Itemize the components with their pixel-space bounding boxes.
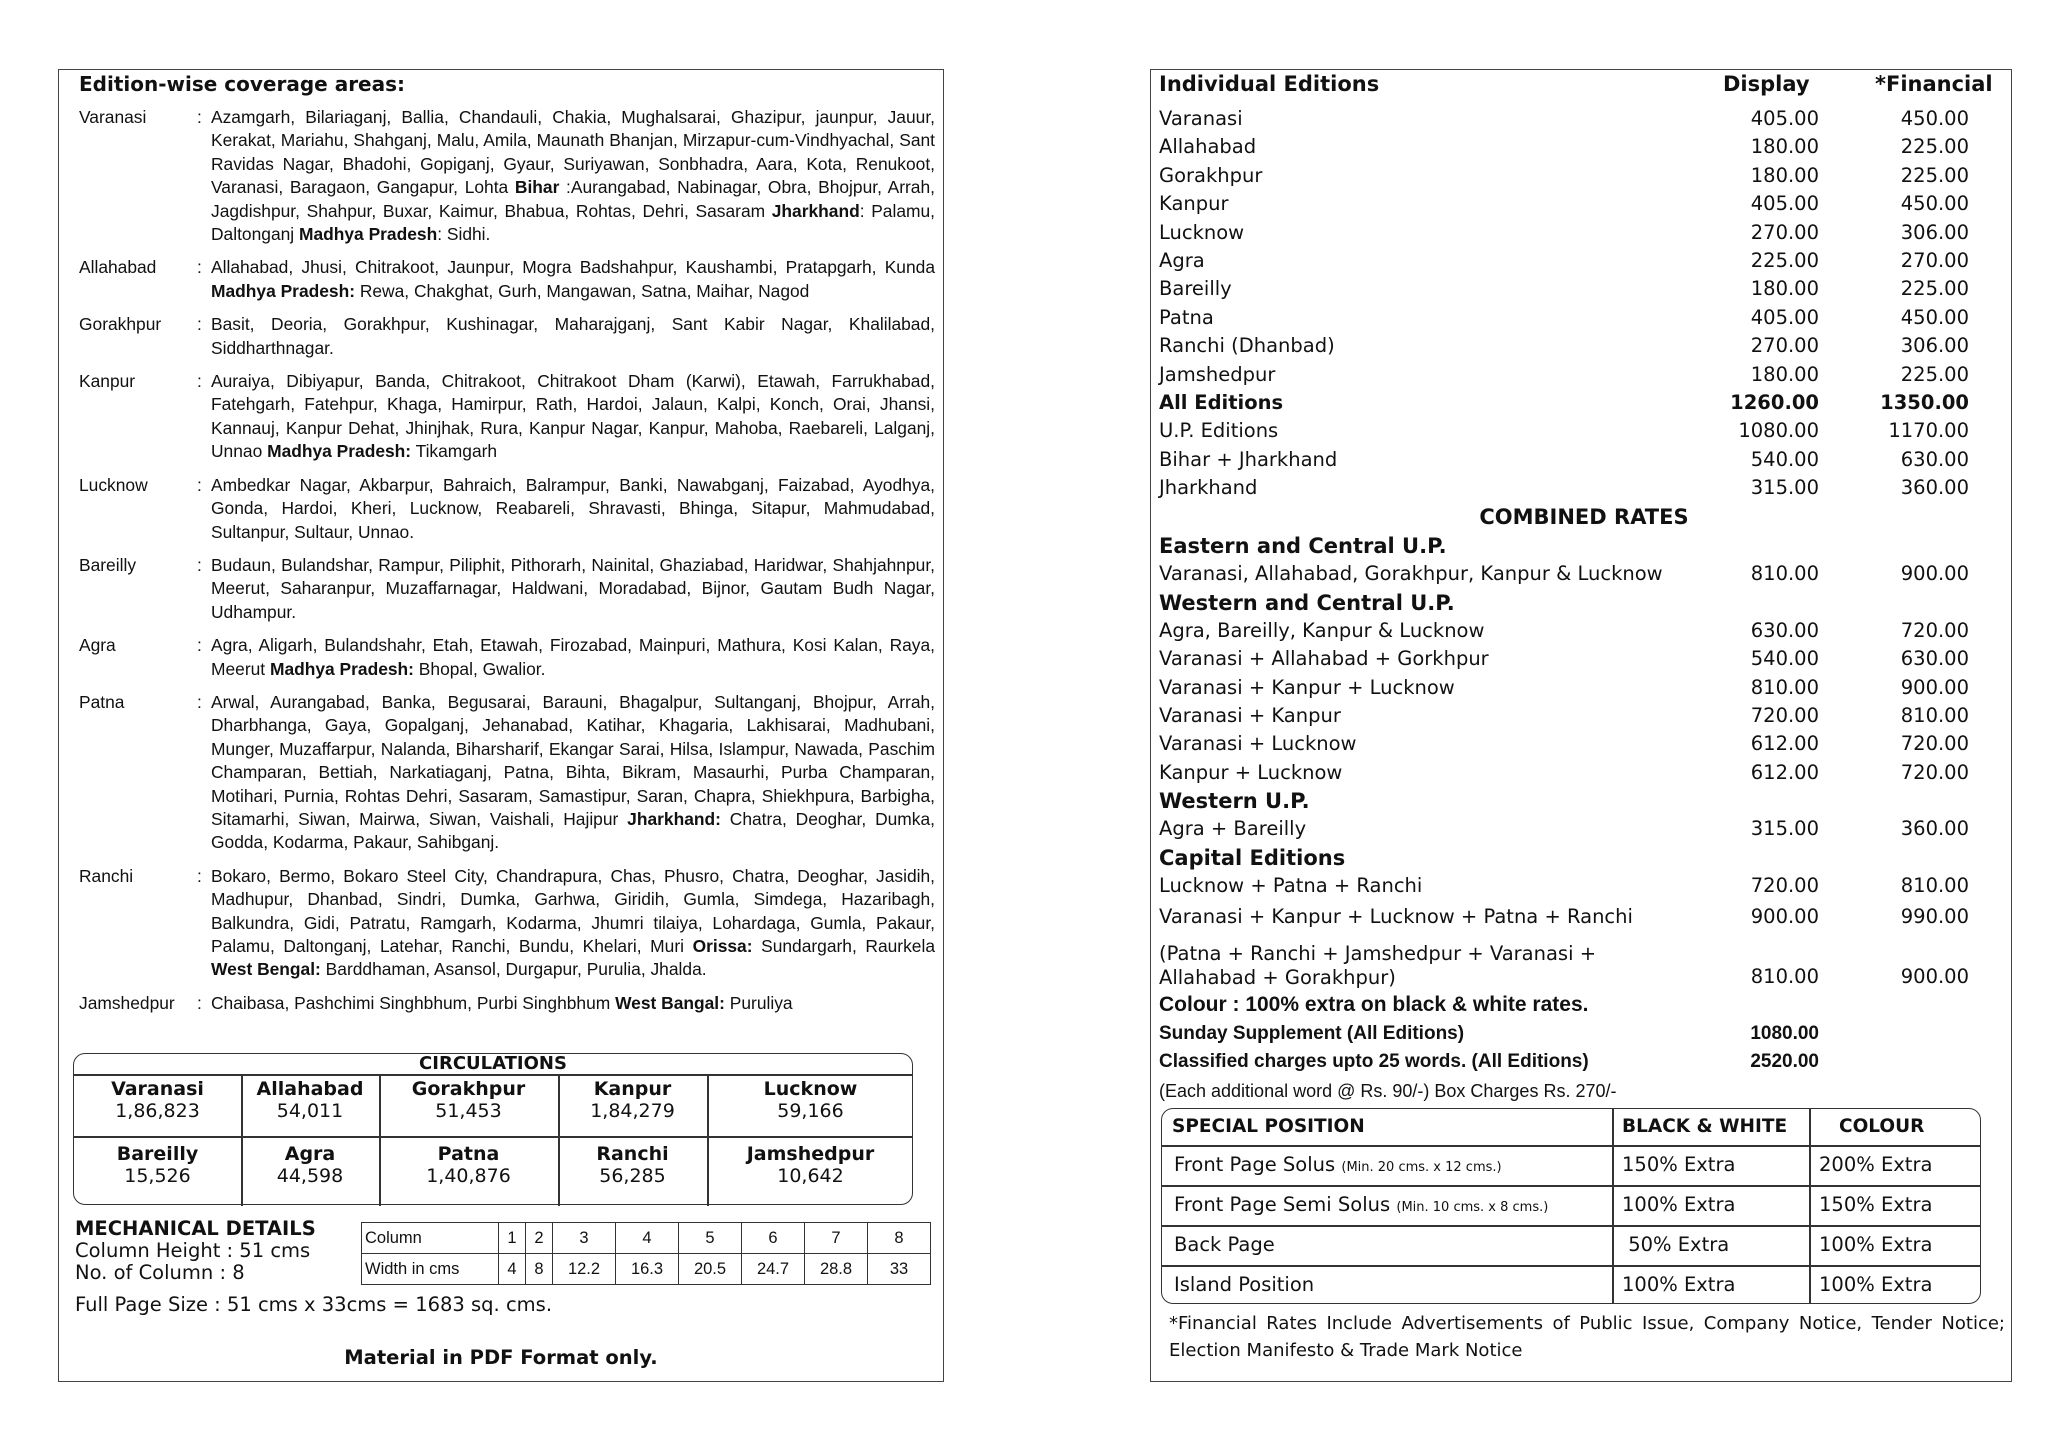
black-white-extra: 100% Extra [1622,1273,1736,1296]
column-height: Column Height : 51 cms [75,1239,311,1262]
financial-rate: 900.00 [1900,675,1969,699]
colour-extra: 200% Extra [1819,1153,1933,1176]
financial-rate: 810.00 [1900,873,1969,897]
rate-row [1159,247,2009,275]
circulation-cell [379,1078,558,1122]
area-text: Tikamgarh [411,441,498,462]
rate-name: Varanasi + Kanpur + Lucknow + Patna + Ranchi [1159,904,1633,928]
area-text: Ambedkar Nagar, Akbarpur, Bahraich, Balrampur, Banki, Nawabganj, Faizabad, Ayodhya, Gonda, Hardoi, Kheri, Lucknow, Reabareli, Shravasti, Bhinga, Sitapur, Mahmudabad, Sultanpur, Sultaur, Unnao. [211,474,935,542]
state-label: Madhya Pradesh: [267,441,412,462]
coverage-list [79,106,935,1022]
mech-row-label: Column [362,1223,499,1254]
financial-rate: 900.00 [1900,964,1969,988]
rate-row [1159,730,2009,758]
circulation-cell [74,1078,241,1122]
mech-cell: 2 [526,1223,553,1254]
rate-row [1159,702,2009,730]
supplement-value: 1080.00 [1750,1022,1819,1044]
circulation-count: 59,166 [777,1100,844,1122]
mech-cell: 12.2 [553,1254,616,1285]
financial-rate: 306.00 [1900,334,1969,358]
coverage-row [79,554,935,624]
position-name: Front Page Solus [1174,1153,1336,1176]
rate-name: Bareilly [1159,277,1232,301]
display-rate: 315.00 [1750,817,1819,841]
display-rate: 540.00 [1750,447,1819,471]
display-rate: 405.00 [1750,305,1819,329]
no-of-column: No. of Column : 8 [75,1261,245,1284]
colon: : [197,865,202,886]
financial-rate: 990.00 [1900,904,1969,928]
supplement-value: 2520.00 [1750,1051,1819,1073]
column-width-table [361,1222,931,1285]
rate-row [1159,446,2009,474]
area-text: Puruliya [724,992,793,1013]
display-rate: 720.00 [1750,704,1819,728]
coverage-row [79,256,935,303]
rate-name: All Editions [1159,390,1284,414]
area-text: Basit, Deoria, Gorakhpur, Kushinagar, Maharajganj, Sant Kabir Nagar, Khalilabad, Siddharthnagar. [211,314,935,358]
coverage-areas [211,992,935,1015]
coverage-heading: Edition-wise coverage areas: [79,72,406,96]
mech-cell: 16.3 [616,1254,679,1285]
mech-cell: 28.8 [805,1254,868,1285]
state-label: Jharkhand [771,200,860,221]
display-rate: 315.00 [1750,476,1819,500]
coverage-row [79,865,935,982]
colon: : [197,257,202,278]
financial-rate: 630.00 [1900,647,1969,671]
rate-row [1159,934,2009,990]
grid-line [1162,1265,1980,1267]
display-rate: 270.00 [1750,334,1819,358]
black-white-extra: 100% Extra [1622,1193,1736,1216]
display-rate: 1080.00 [1738,419,1819,443]
colour-extra: 100% Extra [1819,1273,1933,1296]
rate-name: Jamshedpur [1159,362,1276,386]
coverage-areas [211,313,935,360]
rate-name: Jharkhand [1159,476,1258,500]
mech-cell: 8 [868,1223,931,1254]
rate-name: Agra, Bareilly, Kanpur & Lucknow [1159,618,1485,642]
combined-rates-title: COMBINED RATES [1479,505,1689,530]
mechanical-title: MECHANICAL DETAILS [75,1217,316,1240]
coverage-row [79,106,935,246]
coverage-areas [211,106,935,246]
state-label: Bihar [514,177,560,198]
rate-row [1159,219,2009,247]
group-title: Eastern and Central U.P. [1159,534,1447,559]
edition-name: Allahabad [79,257,157,278]
financial-rate: 225.00 [1900,163,1969,187]
mech-row [362,1254,931,1285]
colon: : [197,554,202,575]
colon: : [197,314,202,335]
circulation-city: Allahabad [256,1078,364,1100]
display-rate: 180.00 [1750,135,1819,159]
display-rate: 900.00 [1750,904,1819,928]
circulation-city: Ranchi [596,1143,669,1165]
individual-editions-header: Individual Editions [1159,72,1380,96]
circulation-count: 51,453 [435,1100,502,1122]
black-white-extra: 150% Extra [1622,1153,1736,1176]
special-position-header: COLOUR [1839,1116,1925,1137]
circulation-city: Varanasi [111,1078,204,1100]
mech-cell: 7 [805,1223,868,1254]
edition-name: Jamshedpur [79,992,175,1013]
area-text: Budaun, Bulandshar, Rampur, Piliphit, Pithorarh, Nainital, Ghaziabad, Haridwar, Shahjahnpur, Meerut, Saharanpur, Muzaffarnagar, Haldwani, Moradabad, Bijnor, Gautam Budh Nagar, Udhampur. [211,554,935,622]
mech-cell: 5 [679,1223,742,1254]
position-name: Island Position [1174,1273,1315,1296]
special-position-name [1174,1233,1275,1257]
display-rate: 270.00 [1750,220,1819,244]
display-rate: 180.00 [1750,163,1819,187]
coverage-row [79,691,935,855]
circulation-count: 1,86,823 [115,1100,200,1122]
mech-cell: 8 [526,1254,553,1285]
financial-rate: 225.00 [1900,362,1969,386]
rate-row [1159,815,2009,843]
supplement-label: Classified charges upto 25 words. (All Editions) [1159,1051,1589,1073]
circulation-cell [707,1078,914,1122]
financial-rate: 225.00 [1900,277,1969,301]
financial-rate: 720.00 [1900,618,1969,642]
display-rate: 720.00 [1750,873,1819,897]
coverage-areas [211,634,935,681]
mech-cell: 4 [616,1223,679,1254]
state-label: Orissa: [692,936,753,956]
circulation-cell [241,1143,379,1187]
circulation-city: Lucknow [763,1078,858,1100]
mech-cell: 33 [868,1254,931,1285]
state-label: Madhya Pradesh: [269,658,414,679]
coverage-areas [211,370,935,464]
display-rate: 612.00 [1750,760,1819,784]
edition-name: Kanpur [79,371,136,392]
rate-name: Kanpur + Lucknow [1159,760,1343,784]
circulation-count: 10,642 [777,1165,844,1187]
colon: : [197,691,202,712]
rate-name-line: (Patna + Ranchi + Jamshedpur + Varanasi + [1159,941,1597,965]
rate-row [1159,133,2009,161]
rate-row [1159,361,2009,389]
state-label: Madhya Pradesh [298,224,438,245]
rate-name: Bihar + Jharkhand [1159,447,1338,471]
financial-rate: 1350.00 [1880,390,1969,414]
circulation-cell [558,1143,707,1187]
rate-row [1159,900,2009,934]
rate-row [1159,389,2009,417]
special-position-name [1174,1153,1502,1180]
rate-row [1159,474,2009,502]
financial-rate: 630.00 [1900,447,1969,471]
area-text: Arwal, Aurangabad, Banka, Begusarai, Barauni, Bhagalpur, Sultanganj, Bhojpur, Arrah, Dharbhanga, Gaya, Gopalganj, Jehanabad, Katihar, Khagaria, Lakhisarai, Madhubani, Munger, Muzaffarpur, Nalanda, Biharsharif, Ekangar Sarai, Hilsa, Islampur, Nawada, Paschim Champaran, Bettiah, Narkatiaganj, Patna, Bihta, Bikram, Masaurhi, Purba Champaran, Motihari, Purnia, Rohtas Dehri, Sasaram, Samastipur, Saran, Chapra, Shiekhpura, Barbigha, Sitamarhi, Siwan, Mairwa, Siwan, Vaishali, Hajipur [211,691,935,829]
mech-cell: 4 [499,1254,526,1285]
coverage-areas [211,256,935,303]
financial-rate: 900.00 [1900,562,1969,586]
mech-cell: 1 [499,1223,526,1254]
supplement-row [1159,1020,2009,1048]
area-text: Allahabad, Jhusi, Chitrakoot, Jaunpur, Mogra Badshahpur, Kaushambi, Pratapgarh, Kunda [211,257,935,278]
rate-row [1159,417,2009,445]
state-label: Jharkhand: [627,808,721,829]
rate-rows [1159,105,2009,1105]
colour-extra: 150% Extra [1819,1193,1933,1216]
circulation-cell [379,1143,558,1187]
area-text: Chatra, Deoghar, Dumka, Godda, Kodarma, Pakaur, Sahibganj. [211,808,935,853]
colon: : [197,371,202,392]
financial-rate: 720.00 [1900,732,1969,756]
financial-rate: 360.00 [1900,817,1969,841]
position-name: Front Page Semi Solus [1174,1193,1391,1216]
mech-cell: 3 [553,1223,616,1254]
grid-line [1809,1109,1811,1303]
rate-row [1159,872,2009,900]
rate-row [1159,275,2009,303]
mech-row [362,1223,931,1254]
area-text: Rewa, Chakghat, Gurh, Mangawan, Satna, Maihar, Nagod [355,280,810,301]
display-rate: 1260.00 [1730,390,1819,414]
area-text: Sundargarh, Raurkela [752,936,935,956]
circulation-count: 56,285 [599,1165,666,1187]
display-rate: 405.00 [1750,192,1819,216]
financial-rate: 450.00 [1900,107,1969,130]
circulations-box [73,1053,913,1205]
rate-name: Patna [1159,305,1214,329]
coverage-areas [211,865,935,982]
rate-row [1159,162,2009,190]
area-text: Bhopal, Gwalior. [413,658,546,679]
financial-rate: 225.00 [1900,135,1969,159]
circulation-city: Agra [284,1143,336,1165]
colour-note: Colour : 100% extra on black & white rates. [1159,992,1589,1016]
special-position-name [1174,1193,1548,1220]
grid-line [1162,1185,1980,1187]
position-size-note: (Min. 10 cms. x 8 cms.) [1396,1200,1549,1215]
rate-name: Varanasi, Allahabad, Gorakhpur, Kanpur & Lucknow [1159,562,1663,586]
financial-rate: 720.00 [1900,760,1969,784]
colon: : [197,474,202,495]
grid-line [74,1074,912,1076]
circulation-count: 1,40,876 [426,1165,511,1187]
circulation-count: 15,526 [124,1165,191,1187]
area-text: Azamgarh, Bilariaganj, Ballia, Chandauli, Chakia, Mughalsarai, Ghazipur, jaunpur, Jauur, Kerakat, Mariahu, Shahganj, Malu, Amila, Maunath Bhanjan, Mirzapur-cum-Vindhyachal, Sant Ravidas Nagar, Bhadohi, Gopiganj, Gyaur, Suriyawan, Sonbhadra, Aara, Kota, Renukoot, Varanasi, Baragaon, Gangapur, Lohta [211,107,935,198]
rate-name: Varanasi + Kanpur + Lucknow [1159,675,1455,699]
edition-name: Gorakhpur [79,314,162,335]
circulation-city: Kanpur [593,1078,672,1100]
circulations-title: CIRCULATIONS [419,1053,567,1074]
circulation-cell [707,1143,914,1187]
financial-header: *Financial [1875,72,1993,96]
rate-name: Varanasi + Lucknow [1159,732,1357,756]
state-label: West Bangal: [615,992,725,1013]
display-header: Display [1723,72,1810,96]
rate-name: Varanasi [1159,107,1243,130]
circulation-city: Jamshedpur [746,1143,875,1165]
rate-name-line: Allahabad + Gorakhpur) [1159,965,1396,989]
display-rate: 225.00 [1750,248,1819,272]
display-rate: 810.00 [1750,562,1819,586]
rate-name: Kanpur [1159,192,1229,216]
edition-name: Varanasi [79,107,147,127]
area-text: : Sidhi. [437,224,491,245]
coverage-row [79,313,935,360]
position-name: Back Page [1174,1233,1275,1256]
circulation-city: Patna [437,1143,500,1165]
special-position-table [1161,1108,1981,1304]
circulation-count: 1,84,279 [590,1100,675,1122]
group-title: Capital Editions [1159,845,1346,870]
state-label: West Bengal: [211,959,321,980]
supplement-label: Sunday Supplement (All Editions) [1159,1022,1465,1044]
special-position-header: BLACK & WHITE [1622,1116,1788,1137]
black-white-extra: 50% Extra [1622,1233,1730,1256]
grid-line [74,1136,912,1138]
rate-name: Varanasi + Allahabad + Gorkhpur [1159,647,1489,671]
coverage-areas [211,474,935,544]
rate-name: Varanasi + Kanpur [1159,704,1341,728]
financial-rate: 450.00 [1900,192,1969,216]
display-rate: 810.00 [1750,964,1819,988]
financial-rate: 1170.00 [1888,419,1969,443]
rate-row [1159,645,2009,673]
financial-rate: 306.00 [1900,220,1969,244]
rate-row [1159,617,2009,645]
coverage-row [79,370,935,464]
area-text: Barddhaman, Asansol, Durgapur, Purulia, Jhalda. [320,959,707,980]
full-page-size: Full Page Size : 51 cms x 33cms = 1683 sq. cms. [75,1293,553,1316]
rate-row [1159,759,2009,787]
edition-name: Agra [79,635,116,656]
grid-line [1612,1109,1614,1303]
rate-row [1159,190,2009,218]
rate-name: U.P. Editions [1159,419,1279,443]
state-label: Madhya Pradesh: [211,280,355,301]
edition-name: Lucknow [79,474,148,495]
display-rate: 540.00 [1750,647,1819,671]
display-rate: 630.00 [1750,618,1819,642]
grid-line [1162,1225,1980,1227]
colour-extra: 100% Extra [1819,1233,1933,1256]
circulation-count: 54,011 [276,1100,344,1122]
position-size-note: (Min. 20 cms. x 12 cms.) [1341,1160,1502,1175]
mech-cell: 20.5 [679,1254,742,1285]
circulation-city: Bareilly [116,1143,199,1165]
rate-name: Lucknow + Patna + Ranchi [1159,873,1423,897]
financial-rate: 450.00 [1900,305,1969,329]
mech-row-label: Width in cms [362,1254,499,1285]
group-title: Western and Central U.P. [1159,590,1455,615]
coverage-areas [211,554,935,624]
edition-name: Bareilly [79,554,137,575]
rates-panel [1150,69,2012,1382]
material-note: Material in PDF Format only. [344,1346,658,1369]
display-rate: 180.00 [1750,277,1819,301]
financial-rate: 360.00 [1900,476,1969,500]
financial-footnote: *Financial Rates Include Advertisements of Public Issue, Company Notice, Tender Notice; Election Manifesto & Trade Mark Notice [1169,1313,2005,1361]
display-rate: 612.00 [1750,732,1819,756]
special-position-header: SPECIAL POSITION [1172,1116,1365,1137]
mechanical-details [75,1218,316,1284]
display-rate: 810.00 [1750,675,1819,699]
rate-name: Agra [1159,248,1205,272]
financial-rate: 810.00 [1900,704,1969,728]
coverage-areas [211,691,935,855]
group-title: Western U.P. [1159,789,1310,814]
area-text: :Aurangabad, Nabinagar, Obra, Bhojpur, Arrah, Jagdishpur, Shahpur, Buxar, Kaimur, Bhabua, Rohtas, Dehri, Sasaram [211,177,935,221]
coverage-panel [58,69,944,1382]
area-text: Bokaro, Bermo, Bokaro Steel City, Chandrapura, Chas, Phusro, Chatra, Deoghar, Jasidih, Madhupur, Dhanbad, Sindri, Dumka, Garhwa, Giridih, Gumla, Simdega, Hazaribagh, Balkundra, Gidi, Patratu, Ramgarh, Kodarma, Jhumri tilaiya, Lohardaga, Gumla, Pakaur, Palamu, Daltonganj, Latehar, Ranchi, Bundu, Khelari, Muri [211,865,935,956]
mech-cell: 24.7 [742,1254,805,1285]
rate-row [1159,332,2009,360]
area-text: Agra, Aligarh, Bulandshahr, Etah, Etawah, Firozabad, Mainpuri, Mathura, Kosi Kalan, Raya, Meerut [211,635,935,679]
grid-line [1162,1145,1980,1147]
rate-row [1159,674,2009,702]
colon: : [197,635,202,656]
rate-name: Gorakhpur [1159,163,1263,187]
rate-row [1159,304,2009,332]
area-text: Auraiya, Dibiyapur, Banda, Chitrakoot, Chitrakoot Dham (Karwi), Etawah, Farrukhabad, Fatehgarh, Fatehpur, Khaga, Hamirpur, Rath, Hardoi, Jalaun, Kalpi, Konch, Orai, Jhansi, Kannauj, Kanpur Dehat, Jhinjhak, Rura, Kanpur Nagar, Kanpur, Mahoba, Raebareli, Lalganj, Unnao [211,371,935,462]
rate-name: Agra + Bareilly [1159,817,1307,841]
area-text: : Palamu, Daltonganj [211,200,936,245]
colon: : [197,107,202,127]
display-rate: 180.00 [1750,362,1819,386]
supplement-row [1159,1048,2009,1076]
rate-name: Lucknow [1159,220,1245,244]
additional-word-note: (Each additional word @ Rs. 90/-) Box Charges Rs. 270/- [1159,1080,1617,1101]
circulation-count: 44,598 [276,1165,344,1187]
edition-name: Ranchi [79,865,134,886]
circulation-cell [74,1143,241,1187]
financial-rate: 270.00 [1900,248,1969,272]
colon: : [197,992,202,1013]
rate-name [1159,942,1719,990]
coverage-row [79,474,935,544]
mech-cell: 6 [742,1223,805,1254]
rate-row [1159,560,2009,588]
rate-name: Ranchi (Dhanbad) [1159,334,1335,358]
coverage-row [79,634,935,681]
coverage-row [79,992,935,1015]
rate-name: Allahabad [1159,135,1257,159]
circulation-cell [558,1078,707,1122]
circulation-city: Gorakhpur [411,1078,526,1100]
edition-name: Patna [79,691,125,712]
area-text: Chaibasa, Pashchimi Singhbhum, Purbi Singhbhum [211,992,616,1013]
rate-row [1159,105,2009,133]
display-rate: 405.00 [1750,107,1819,130]
circulation-cell [241,1078,379,1122]
special-position-name [1174,1273,1314,1297]
